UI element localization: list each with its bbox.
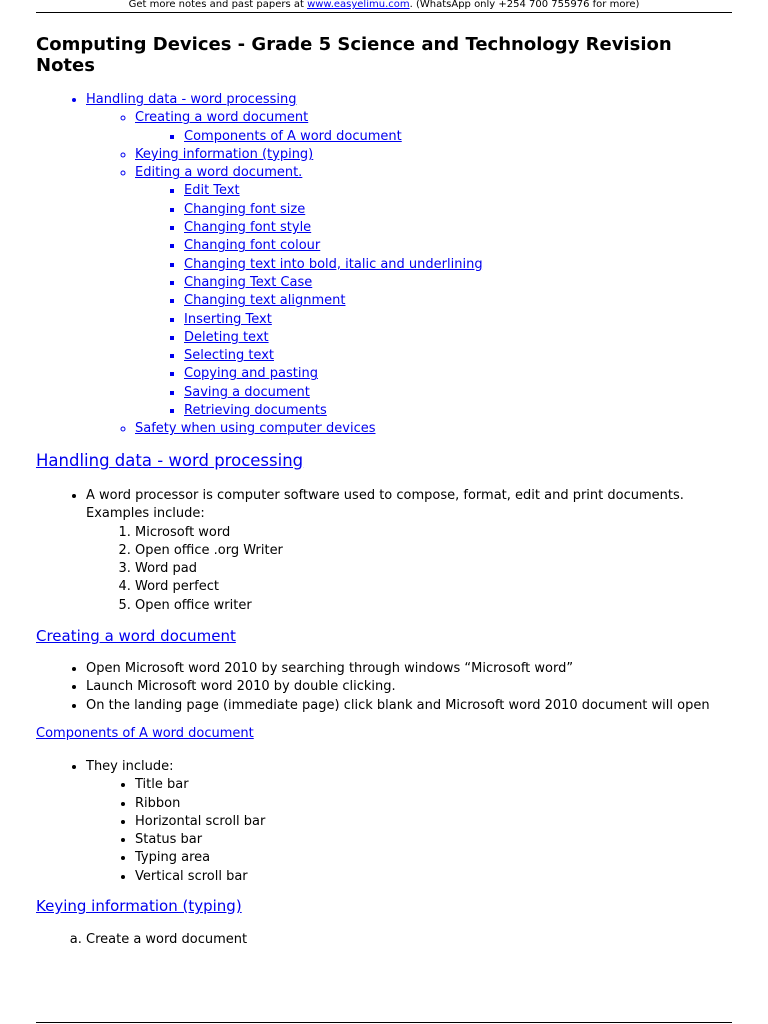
toc-link-handling-data[interactable]: Handling data - word processing: [86, 92, 297, 107]
section-link-components[interactable]: Components of A word document: [36, 726, 254, 741]
word-processor-definition: A word processor is computer software used to compose, format, edit and print documents.: [86, 488, 684, 503]
toc-link-edit-item[interactable]: Changing font style: [184, 220, 312, 236]
list-item: • Title bar: [135, 776, 768, 794]
list-item: • On the landing page (immediate page) click blank and Microsoft word 2010 document will open: [86, 697, 768, 715]
list-item: • Ribbon: [135, 795, 768, 813]
toc-link-safety[interactable]: Safety when using computer devices: [135, 421, 376, 437]
bullet-list: [86, 660, 768, 715]
list-item: • Open Microsoft word 2010 by searching through windows “Microsoft word”: [86, 660, 768, 678]
list-item: 3. Word pad: [135, 560, 768, 578]
toc-item: [135, 164, 483, 420]
section-heading-creating: [36, 627, 236, 645]
toc-item: [184, 347, 483, 365]
toc-item: [184, 384, 483, 402]
header-site-link[interactable]: www.easyelimu.com: [307, 0, 410, 10]
list-item: • Horizontal scroll bar: [135, 813, 768, 831]
page-header: [36, 0, 732, 13]
toc-item: [184, 128, 483, 146]
examples-label: Examples include:: [86, 506, 205, 522]
footer-divider: [36, 1022, 732, 1023]
toc-link-edit-item[interactable]: Deleting text: [184, 329, 269, 345]
examples-list: [86, 524, 768, 615]
list-item: • Vertical scroll bar: [135, 868, 768, 886]
toc-link-edit-item[interactable]: Edit Text: [184, 183, 240, 199]
section-link-keying[interactable]: Keying information (typing): [36, 897, 242, 915]
list-item: 4. Word perfect: [135, 578, 768, 596]
toc-link-edit-item[interactable]: Retrieving documents: [184, 403, 327, 419]
toc-item: [184, 402, 483, 420]
table-of-contents: [36, 91, 483, 439]
toc-link-keying[interactable]: Keying information (typing): [135, 146, 314, 162]
bullet-list: [86, 758, 768, 886]
components-intro: They include:: [86, 759, 174, 774]
toc-link-edit-item[interactable]: Saving a document: [184, 384, 310, 400]
toc-item: [184, 182, 483, 200]
toc-link-components[interactable]: Components of A word document: [184, 128, 402, 144]
toc-link-edit-item[interactable]: Changing text into bold, italic and underlining: [184, 256, 483, 272]
toc-link-edit-item[interactable]: Inserting Text: [184, 311, 272, 327]
section-creating-body: [36, 660, 768, 715]
steps-list: [86, 931, 768, 949]
header-prefix: Get more notes and past papers at: [128, 0, 308, 10]
list-item: • Typing area: [135, 849, 768, 867]
bullet-list: [86, 487, 768, 615]
toc-link-edit-item[interactable]: Changing text alignment: [184, 293, 346, 309]
section-handling-data-body: [36, 487, 768, 615]
section-heading-handling-data: [36, 451, 303, 471]
toc-item: [184, 365, 483, 383]
toc-item: [135, 420, 483, 438]
list-item: 1. Microsoft word: [135, 524, 768, 542]
toc-link-editing[interactable]: Editing a word document.: [135, 165, 303, 181]
toc-item: [135, 146, 483, 164]
list-item: [86, 487, 768, 615]
toc-link-edit-item[interactable]: Changing font size: [184, 201, 306, 217]
toc-item: [184, 219, 483, 237]
list-item: 2. Open office .org Writer: [135, 542, 768, 560]
toc-item: [184, 311, 483, 329]
list-item: • Status bar: [135, 831, 768, 849]
toc-item: [184, 256, 483, 274]
toc-item: [135, 109, 483, 146]
toc-item: [184, 237, 483, 255]
toc-link-edit-item[interactable]: Copying and pasting: [184, 366, 318, 382]
list-item: a. Create a word document: [86, 931, 768, 949]
toc-item: [184, 201, 483, 219]
toc-item: [184, 329, 483, 347]
toc-link-edit-item[interactable]: Selecting text: [184, 348, 274, 364]
toc-item: [184, 292, 483, 310]
section-heading-components: [36, 726, 254, 742]
components-list: [86, 776, 768, 886]
list-item: [86, 758, 768, 886]
toc-link-creating[interactable]: Creating a word document: [135, 110, 309, 126]
section-link-handling-data[interactable]: Handling data - word processing: [36, 451, 304, 470]
list-item: 5. Open office writer: [135, 597, 768, 615]
section-heading-keying: [36, 897, 242, 915]
header-suffix: . (WhatsApp only +254 700 755976 for more): [409, 0, 640, 10]
toc-link-edit-item[interactable]: Changing Text Case: [184, 274, 313, 290]
page-title: Computing Devices - Grade 5 Science and Technology Revision Notes: [36, 34, 672, 76]
toc-item: [184, 274, 483, 292]
section-keying-body: [36, 931, 768, 949]
section-link-creating[interactable]: Creating a word document: [36, 627, 236, 645]
list-item: • Launch Microsoft word 2010 by double clicking.: [86, 678, 768, 696]
toc-item: [86, 91, 483, 439]
section-components-body: [36, 758, 768, 886]
toc-link-edit-item[interactable]: Changing font colour: [184, 238, 321, 254]
